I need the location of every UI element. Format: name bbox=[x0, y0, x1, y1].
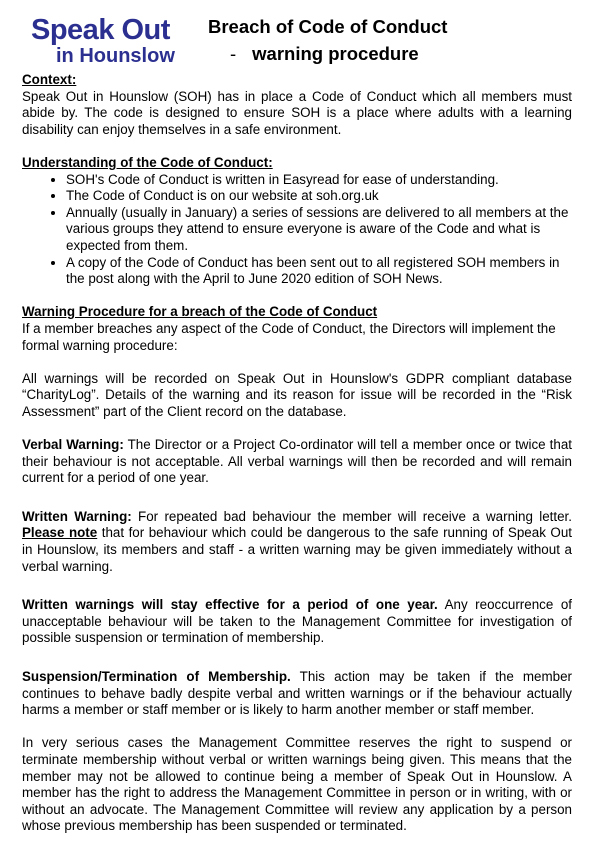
logo-line-2: in Hounslow bbox=[56, 45, 175, 67]
list-item: • The Code of Conduct is on our website at soh.org.uk bbox=[66, 188, 572, 205]
title-line-1: Breach of Code of Conduct bbox=[208, 16, 448, 37]
effective-period-text: Any reoccurrence of unacceptable behaviour will be taken to the Management Committee for investigation of possible suspension or termination of membership. bbox=[22, 597, 572, 646]
verbal-warning-label: Verbal Warning: bbox=[22, 437, 124, 453]
written-warning-text: For repeated bad behaviour the member will receive a warning letter. bbox=[131, 508, 572, 524]
document-title bbox=[208, 13, 447, 67]
warning-procedure-heading: Warning Procedure for a breach of the Code of Conduct bbox=[22, 304, 378, 320]
list-item: • SOH's Code of Conduct is written in Easyread for ease of understanding. bbox=[66, 172, 572, 189]
title-dash: - bbox=[230, 43, 237, 64]
document-body bbox=[22, 72, 572, 835]
verbal-warning-text: The Director or a Project Co-ordinator will tell a member once or twice that their behaviour is not acceptable. All verbal warnings will then be recorded and will remain current for a period of one year. bbox=[22, 437, 573, 486]
logo-line-1: Speak Out bbox=[31, 14, 170, 46]
effective-period-label: Written warnings will stay effective for a period of one year. bbox=[22, 597, 438, 613]
effective-period-paragraph bbox=[22, 597, 572, 647]
suspension-text: This action may be taken if the member continues to behave badly despite verbal and written warnings or if the behaviour actually harms a member or staff member or is likely to harm another member or staff member. bbox=[22, 669, 573, 718]
title-line-2-wrapper bbox=[208, 40, 447, 67]
warning-records-text: All warnings will be recorded on Speak Out in Hounslow's GDPR compliant database “CharityLog”. Details of the warning and its reason for issue will be recorded in the “Risk Assessment” part of the Client record on the database. bbox=[22, 370, 572, 419]
written-warning-paragraph bbox=[22, 509, 572, 575]
verbal-warning-paragraph bbox=[22, 437, 572, 487]
written-warning-label: Written Warning: bbox=[22, 508, 132, 524]
title-line-2: warning procedure bbox=[252, 43, 419, 64]
context-heading: Context: bbox=[22, 72, 77, 87]
organisation-logo bbox=[31, 16, 175, 66]
please-note-label: Please note bbox=[22, 525, 98, 541]
context-text: Speak Out in Hounslow (SOH) has in place a Code of Conduct which all members must abide by. The code is designed to ensure SOH is a place where adults with a learning disability can enjoy themselves in a safe environment. bbox=[22, 88, 572, 137]
suspension-label: Suspension/Termination of Membership. bbox=[22, 669, 291, 684]
list-item: • Annually (usually in January) a series of sessions are delivered to all members at the various groups they attend to ensure everyone is aware of the Code and what is expected from them. bbox=[66, 205, 572, 255]
understanding-heading: Understanding of the Code of Conduct: bbox=[22, 154, 273, 170]
understanding-list bbox=[22, 172, 572, 288]
serious-cases-paragraph: In very serious cases the Management Committee reserves the right to suspend or terminate membership without verbal or written warnings being given. This means that the member may not be allowed to continue being a member of Speak Out in Hounslow. A member has the right to address the Management Committee in person or in writing, with or without an advocate. The Management Committee will review any application by a person whose previous membership has been suspended or terminated. bbox=[22, 735, 572, 834]
warning-procedure-intro: If a member breaches any aspect of the Code of Conduct, the Directors will implement the formal warning procedure: bbox=[22, 320, 556, 353]
suspension-paragraph bbox=[22, 669, 572, 719]
list-item: • A copy of the Code of Conduct has been sent out to all registered SOH members in the post along with the April to June 2020 edition of SOH News. bbox=[66, 255, 572, 288]
please-note-text: that for behaviour which could be dangerous to the safe running of Speak Out in Hounslow, its members and staff - a written warning may be given immediately without a verbal warning. bbox=[22, 525, 572, 574]
